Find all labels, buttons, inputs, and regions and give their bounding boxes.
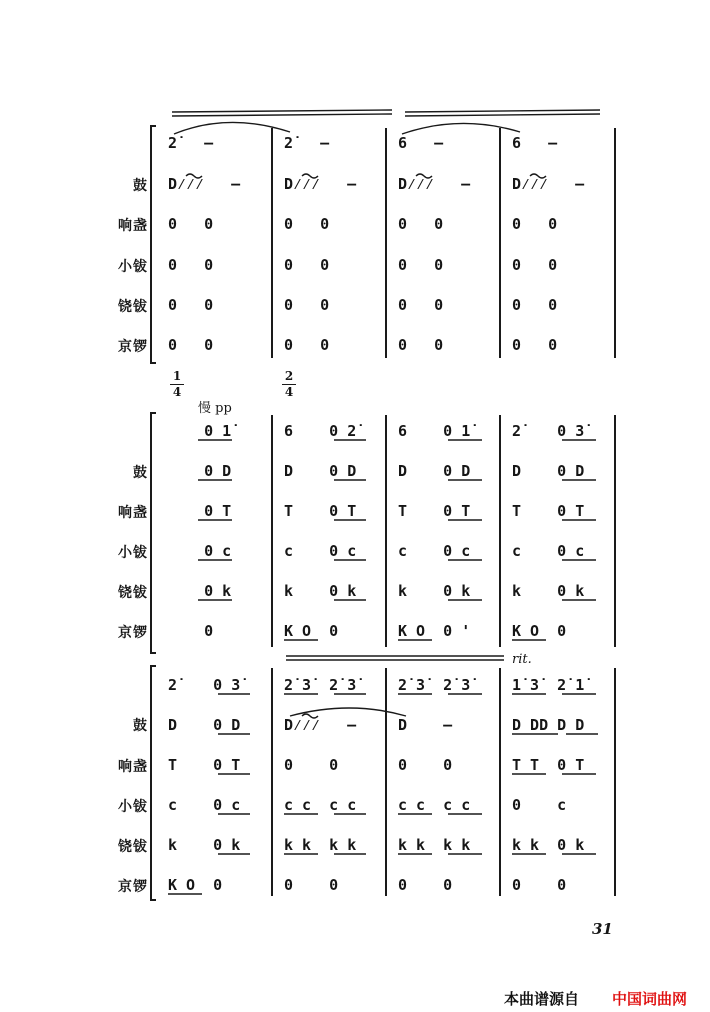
s1-xiaobo-m2: 0 0 [284, 256, 330, 274]
footer-source-text: 本曲谱源自 [504, 990, 580, 1008]
s2-naobo-m2: k 0 k [284, 582, 357, 600]
page-number: 31 [592, 920, 613, 938]
s1-slur-1 [174, 122, 290, 134]
footer-site-link[interactable]: 中国词曲网 [612, 990, 688, 1008]
s3-naobo-m3: k k k k [398, 836, 471, 854]
s2-jingluo-m1: 0 [168, 622, 214, 640]
s2-gu-m2: D 0 D [284, 462, 357, 480]
s2-jingluo-m4: K O 0 [512, 622, 567, 640]
s1-melody-m1: 2̇ – [168, 134, 214, 152]
s2-xiaobo-m2: c 0 c [284, 542, 357, 560]
s1-xiaobo-m1: 0 0 [168, 256, 214, 274]
s1-jingluo-m4: 0 0 [512, 336, 558, 354]
label-gu-3: 鼓 [133, 718, 148, 734]
s1-jingluo-m3: 0 0 [398, 336, 444, 354]
s1-melody-m4: 6 – [512, 134, 558, 152]
label-xiaobo-3: 小钹 [118, 799, 148, 815]
s1-gu-m2: D⁄⁄⁄ – [284, 175, 357, 193]
s3-naobo-m4: k k 0 k [512, 836, 585, 854]
s2-melody-m2: 6 0 2̇ [284, 422, 357, 440]
s1-tremolo-3 [416, 174, 432, 178]
s3-xiaobo-m4: 0 c [512, 796, 567, 814]
ts1-denominator: 4 [172, 385, 182, 399]
s3-naobo-m1: k 0 k [168, 836, 241, 854]
s2-melody-m4: 2̇ 0 3̇ [512, 422, 585, 440]
s3-melody-m1: 2̇ 0 3̇ [168, 676, 241, 694]
s1-xiangzhan-m1: 0 0 [168, 215, 214, 233]
s1-xiangzhan-m4: 0 0 [512, 215, 558, 233]
ts2-denominator: 4 [284, 385, 294, 399]
s1-double-line-b [172, 114, 392, 116]
s2-xiangzhan-m3: T 0 T [398, 502, 471, 520]
s3-tremolo-gu [302, 714, 318, 718]
s2-naobo-m4: k 0 k [512, 582, 585, 600]
s2-xiaobo-m1: 0 c [168, 542, 232, 560]
s3-xiangzhan-m2: 0 0 [284, 756, 339, 774]
label-xiangzhan-2: 响盏 [118, 505, 148, 521]
s3-jingluo-m3: 0 0 [398, 876, 453, 894]
s1-gu-m1: D⁄⁄⁄ – [168, 175, 241, 193]
s1-gu-m3: D⁄⁄⁄ – [398, 175, 471, 193]
label-xiaobo-2: 小钹 [118, 545, 148, 561]
s2-xiangzhan-m2: T 0 T [284, 502, 357, 520]
tempo-marking: 慢 pp [198, 401, 232, 416]
s1-xiangzhan-m3: 0 0 [398, 215, 444, 233]
s3-naobo-m2: k k k k [284, 836, 357, 854]
s1-xiaobo-m4: 0 0 [512, 256, 558, 274]
ts2-numerator: 2 [284, 369, 294, 383]
s1-naobo-m3: 0 0 [398, 296, 444, 314]
s1-jingluo-m2: 0 0 [284, 336, 330, 354]
label-jingluo-1: 京锣 [118, 339, 148, 355]
s2-naobo-m3: k 0 k [398, 582, 471, 600]
s2-xiangzhan-m1: 0 T [168, 502, 232, 520]
s3-jingluo-m4: 0 0 [512, 876, 567, 894]
s2-gu-m3: D 0 D [398, 462, 471, 480]
label-jingluo-2: 京锣 [118, 625, 148, 641]
ts1-numerator: 1 [172, 369, 182, 383]
label-gu-1: 鼓 [133, 178, 148, 194]
s1-double-line-c [405, 110, 600, 112]
s2-gu-m4: D 0 D [512, 462, 585, 480]
s3-xiangzhan-m3: 0 0 [398, 756, 453, 774]
s3-xiaobo-m3: c c c c [398, 796, 471, 814]
label-naobo-2: 铙钹 [118, 585, 148, 601]
label-gu-2: 鼓 [133, 465, 148, 481]
s2-gu-m1: 0 D [168, 462, 232, 480]
label-jingluo-3: 京锣 [118, 879, 148, 895]
s3-xiaobo-m1: c 0 c [168, 796, 241, 814]
s1-tremolo-4 [530, 174, 546, 178]
s1-double-line-d [405, 114, 600, 116]
s1-melody-m2: 2̇ – [284, 134, 330, 152]
s3-melody-m2: 2̇ 3̇ 2̇ 3̇ [284, 676, 357, 694]
s3-melody-m3: 2̇ 3̇ 2̇ 3̇ [398, 676, 471, 694]
s1-gu-m4: D⁄⁄⁄ – [512, 175, 585, 193]
s3-xiangzhan-m1: T 0 T [168, 756, 241, 774]
s1-naobo-m1: 0 0 [168, 296, 214, 314]
label-xiangzhan-3: 响盏 [118, 759, 148, 775]
s2-melody-m1: 0 1̇ [168, 422, 232, 440]
s1-slur-2 [402, 123, 520, 134]
rit-marking: rit. [512, 652, 532, 667]
label-xiaobo-1: 小钹 [118, 259, 148, 275]
s1-naobo-m4: 0 0 [512, 296, 558, 314]
s3-xiaobo-m2: c c c c [284, 796, 357, 814]
s2-melody-m3: 6 0 1̇ [398, 422, 471, 440]
s1-xiaobo-m3: 0 0 [398, 256, 444, 274]
s1-naobo-m2: 0 0 [284, 296, 330, 314]
s2-xiaobo-m4: c 0 c [512, 542, 585, 560]
s1-xiangzhan-m2: 0 0 [284, 215, 330, 233]
s3-jingluo-m2: 0 0 [284, 876, 339, 894]
s2-xiangzhan-m4: T 0 T [512, 502, 585, 520]
s3-gu-m1: D 0 D [168, 716, 241, 734]
s2-jingluo-m2: K O 0 [284, 622, 339, 640]
s3-jingluo-m1: K O 0 [168, 876, 223, 894]
s1-tremolo-2 [302, 174, 318, 178]
s3-xiangzhan-m4: T T 0 T [512, 756, 585, 774]
s1-double-line-a [172, 110, 392, 112]
s1-tremolo-1 [186, 174, 202, 178]
s3-gu-m3: D – [398, 716, 453, 734]
label-naobo-1: 铙钹 [118, 299, 148, 315]
s3-melody-m4: 1̇ 3̇ 2̇ 1̇ [512, 676, 585, 694]
s2-naobo-m1: 0 k [168, 582, 232, 600]
label-xiangzhan-1: 响盏 [118, 218, 148, 234]
s2-jingluo-m3: K O 0 ' [398, 622, 471, 640]
s3-gu-m2: D⁄⁄⁄ – [284, 716, 357, 734]
s1-jingluo-m1: 0 0 [168, 336, 214, 354]
s3-gu-m4: D DD D D [512, 716, 585, 734]
s1-melody-m3: 6 – [398, 134, 444, 152]
label-naobo-3: 铙钹 [118, 839, 148, 855]
s2-xiaobo-m3: c 0 c [398, 542, 471, 560]
